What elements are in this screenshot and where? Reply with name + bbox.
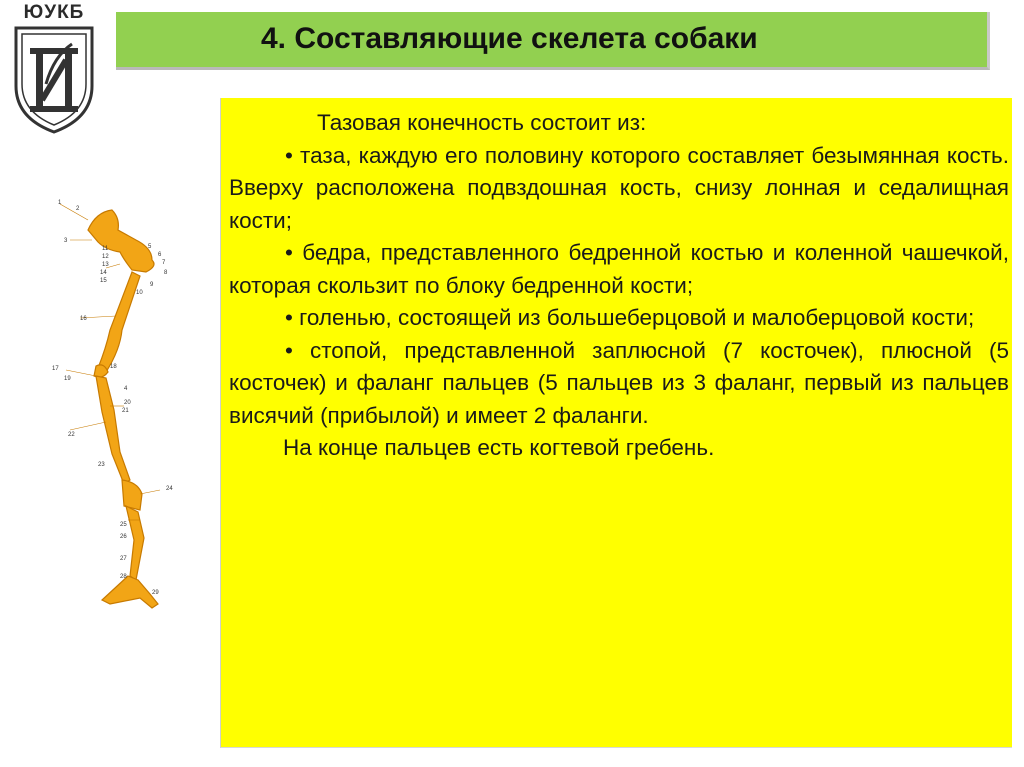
- figure-label: 23: [98, 462, 105, 468]
- phalanges-bone: [102, 576, 158, 608]
- figure-label: 16: [80, 316, 87, 322]
- content-text: [229, 107, 1009, 465]
- content-panel: [220, 98, 1012, 748]
- figure-label: 25: [120, 522, 127, 528]
- figure-label: 8: [164, 270, 168, 276]
- figure-label: 11: [102, 246, 109, 252]
- bullet-pelvis: • таза, каждую его половину которого составляет безымянная кость. Вверху расположена подвздошная кость, снизу лонная и седалищная кости;: [229, 142, 1009, 233]
- figure-label: 18: [110, 364, 117, 370]
- femur-bone: [98, 272, 140, 372]
- figure-label: 27: [120, 556, 127, 562]
- figure-label: 10: [136, 290, 143, 296]
- figure-label: 5: [148, 244, 152, 250]
- university-logo: [8, 0, 100, 138]
- title-bar: [116, 12, 990, 70]
- figure-label: 6: [158, 252, 162, 258]
- pelvis-bone: [88, 210, 154, 272]
- slide-title: 4. Составляющие скелета собаки: [261, 22, 758, 55]
- figure-label: 28: [120, 574, 127, 580]
- tarsus-bone: [122, 480, 142, 510]
- bullet-thigh: • бедра, представленного бедренной костью и коленной чашечкой, которая скользит по блоку бедренной кости;: [229, 240, 1009, 298]
- figure-label: 12: [102, 254, 109, 260]
- figure-label: 1: [58, 200, 62, 206]
- figure-label: 2: [76, 206, 80, 212]
- figure-label: 20: [124, 400, 131, 406]
- figure-label: 14: [100, 270, 107, 276]
- figure-label: 19: [64, 376, 71, 382]
- dog-hind-limb-skeleton-image: [40, 190, 200, 620]
- metatarsus-bone: [126, 506, 144, 580]
- figure-label: 17: [52, 366, 59, 372]
- figure-label: 29: [152, 590, 159, 596]
- logo-text: ЮУКБ: [23, 2, 85, 23]
- closing-text: На конце пальцев есть когтевой гребень.: [283, 435, 715, 460]
- bullet-foot: • стопой, представленной заплюсной (7 косточек), плюсной (5 косточек) и фаланг пальцев (5 пальцев из 3 фаланг, первый из пальцев висячий (прибылой) и имеет 2 фаланги.: [229, 337, 1009, 428]
- figure-label: 15: [100, 278, 107, 284]
- shield-emblem-icon: [12, 26, 96, 134]
- figure-label: 26: [120, 534, 127, 540]
- figure-label: 24: [166, 486, 173, 492]
- figure-label: 13: [102, 262, 109, 268]
- figure-label: 21: [122, 408, 129, 414]
- figure-label: 3: [64, 238, 68, 244]
- figure-label: 9: [150, 282, 154, 288]
- figure-label: 22: [68, 432, 75, 438]
- bullet-shin: • голенью, состоящей из большеберцовой и малоберцовой кости;: [285, 305, 975, 330]
- figure-label: 7: [162, 260, 166, 266]
- intro-text: Тазовая конечность состоит из:: [317, 110, 647, 135]
- figure-label: 4: [124, 386, 128, 392]
